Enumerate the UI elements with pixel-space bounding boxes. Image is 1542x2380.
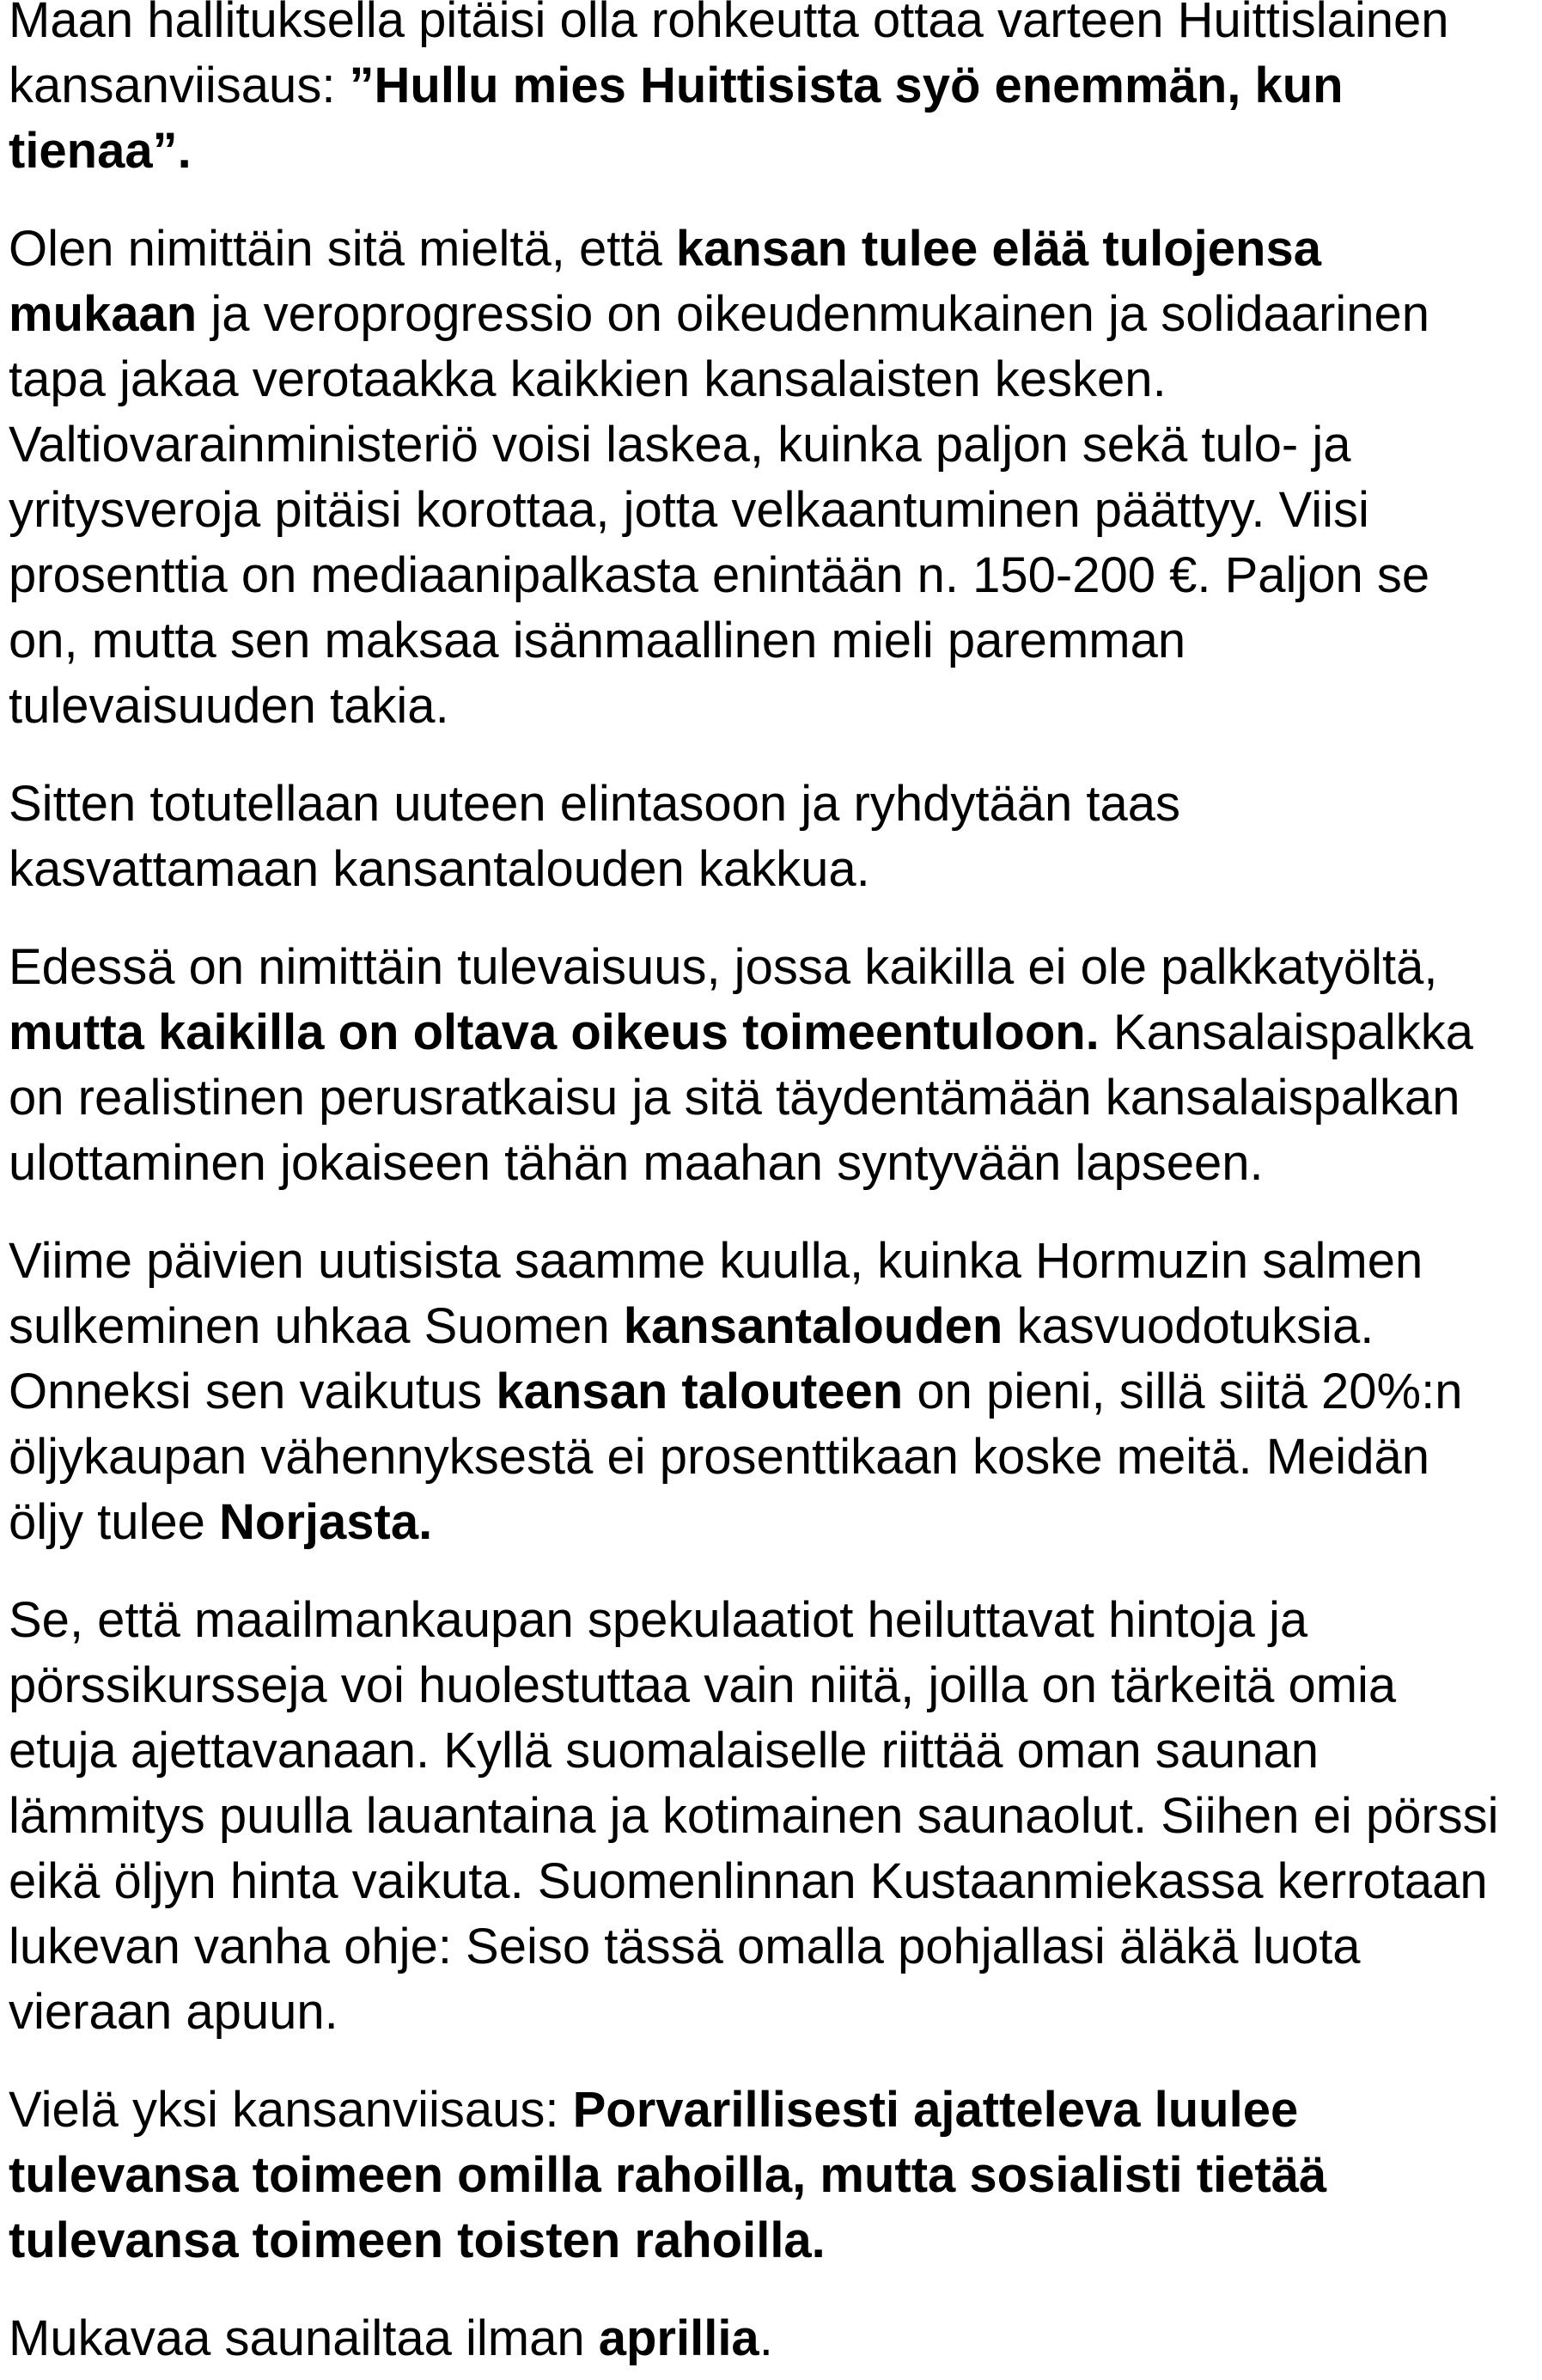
text-run: Valtiovarainministeriö voisi laskea, kuinka paljon sekä tulo- ja (9, 417, 1351, 473)
text-line (9, 2306, 1539, 2371)
text-run: ”Hullu mies Huittisista syö enemmän, kun (349, 58, 1344, 113)
text-line (9, 1000, 1539, 1065)
text-line (9, 837, 1539, 902)
text-line (9, 217, 1539, 282)
text-run: tulevansa toimeen omilla rahoilla, mutta sosialisti tietää (9, 2147, 1327, 2203)
text-run: kansanviisaus: (9, 58, 350, 113)
paragraph (9, 217, 1539, 739)
text-run: tienaa”. (9, 123, 192, 179)
text-line (9, 543, 1539, 608)
text-line (9, 1294, 1539, 1359)
text-line (9, 1588, 1539, 1653)
text-run: tulevaisuuden takia. (9, 678, 449, 734)
text-line (9, 2143, 1539, 2208)
text-run: öljy tulee (9, 1494, 220, 1550)
text-run: pörssikursseja voi huolestuttaa vain niitä, joilla on tärkeitä omia (9, 1657, 1397, 1713)
text-run: etuja ajettavanaan. Kyllä suomalaiselle riittää oman saunan (9, 1723, 1320, 1779)
text-line (9, 608, 1539, 674)
text-line (9, 2078, 1539, 2143)
text-run: kasvattamaan kansantalouden kakkua. (9, 841, 870, 897)
text-line (9, 347, 1539, 412)
text-run: Sitten totutellaan uuteen elintasoon ja ryhdytään taas (9, 776, 1180, 832)
text-run: tapa jakaa verotaakka kaikkien kansalaisten kesken. (9, 351, 1167, 407)
text-run: Maan hallituksella pitäisi olla rohkeutta ottaa varteen Huittislainen (9, 0, 1449, 48)
text-run: mukaan (9, 286, 198, 342)
text-line (9, 1914, 1539, 1980)
text-run: Edessä on nimittäin tulevaisuus, jossa kaikilla ei ole palkkatyöltä, (9, 939, 1438, 995)
text-line (9, 1229, 1539, 1294)
text-run: öljykaupan vähennyksestä ei prosenttikaan koske meitä. Meidän (9, 1429, 1429, 1485)
text-line (9, 1425, 1539, 1490)
text-run: Olen nimittäin sitä mieltä, että (9, 221, 676, 277)
paragraph (9, 0, 1539, 184)
text-line (9, 1980, 1539, 2045)
text-line (9, 282, 1539, 347)
text-run: Mukavaa saunailtaa ilman (9, 2310, 599, 2366)
text-line (9, 53, 1539, 119)
text-run: Se, että maailmankaupan spekulaatiot heiluttavat hintoja ja (9, 1592, 1308, 1648)
text-line (9, 0, 1539, 53)
text-line (9, 772, 1539, 837)
text-run: mutta kaikilla on oltava oikeus toimeentuloon. (9, 1004, 1100, 1060)
text-line (9, 2208, 1539, 2273)
text-run: kasvuodotuksia. (1003, 1298, 1374, 1354)
text-run: on pieni, sillä siitä 20%:n (903, 1364, 1463, 1419)
paragraph (9, 1588, 1539, 2045)
text-run: Norjasta. (219, 1494, 433, 1550)
text-run: on, mutta sen maksaa isänmaallinen mieli paremman (9, 613, 1186, 668)
text-run: Kansalaispalkka (1099, 1004, 1474, 1060)
text-line (9, 1065, 1539, 1131)
text-line (9, 1718, 1539, 1784)
text-line (9, 1653, 1539, 1718)
text-run: sulkeminen uhkaa Suomen (9, 1298, 624, 1354)
text-run: tulevansa toimeen toisten rahoilla. (9, 2212, 826, 2268)
text-line (9, 1131, 1539, 1196)
text-line (9, 478, 1539, 543)
text-run: ja veroprogressio on oikeudenmukainen ja solidaarinen (197, 286, 1429, 342)
text-run: kansantalouden (623, 1298, 1003, 1354)
text-line (9, 1359, 1539, 1425)
paragraph (9, 772, 1539, 902)
text-line (9, 119, 1539, 184)
paragraph (9, 2078, 1539, 2273)
text-run: kansan talouteen (496, 1364, 904, 1419)
text-line (9, 1784, 1539, 1849)
text-run: Onneksi sen vaikutus (9, 1364, 497, 1419)
paragraph (9, 2306, 1539, 2371)
text-run: prosenttia on mediaanipalkasta enintään n. 150-200 €. Paljon se (9, 547, 1430, 603)
text-run: . (759, 2310, 773, 2366)
text-line (9, 674, 1539, 739)
text-run: ulottaminen jokaiseen tähän maahan syntyvään lapseen. (9, 1135, 1264, 1191)
text-run: vieraan apuun. (9, 1984, 338, 2040)
text-line (9, 935, 1539, 1000)
paragraph (9, 935, 1539, 1196)
text-run: Viime päivien uutisista saamme kuulla, kuinka Hormuzin salmen (9, 1233, 1423, 1289)
text-run: eikä öljyn hinta vaikuta. Suomenlinnan Kustaanmiekassa kerrotaan (9, 1853, 1488, 1909)
text-run: lukevan vanha ohje: Seiso tässä omalla pohjallasi äläkä luota (9, 1919, 1361, 1974)
text-run: on realistinen perusratkaisu ja sitä täydentämään kansalaispalkan (9, 1070, 1460, 1126)
text-run: Porvarillisesti ajatteleva luulee (572, 2082, 1299, 2138)
text-line (9, 1849, 1539, 1914)
text-run: kansan tulee elää tulojensa (675, 221, 1321, 277)
text-line (9, 412, 1539, 478)
text-line (9, 1490, 1539, 1555)
text-run: lämmitys puulla lauantaina ja kotimainen saunaolut. Siihen ei pörssi (9, 1788, 1499, 1844)
text-run: yritysveroja pitäisi korottaa, jotta velkaantuminen päättyy. Viisi (9, 482, 1369, 538)
text-run: Vielä yksi kansanviisaus: (9, 2082, 573, 2138)
text-run: aprillia (598, 2310, 759, 2366)
paragraph (9, 1229, 1539, 1555)
